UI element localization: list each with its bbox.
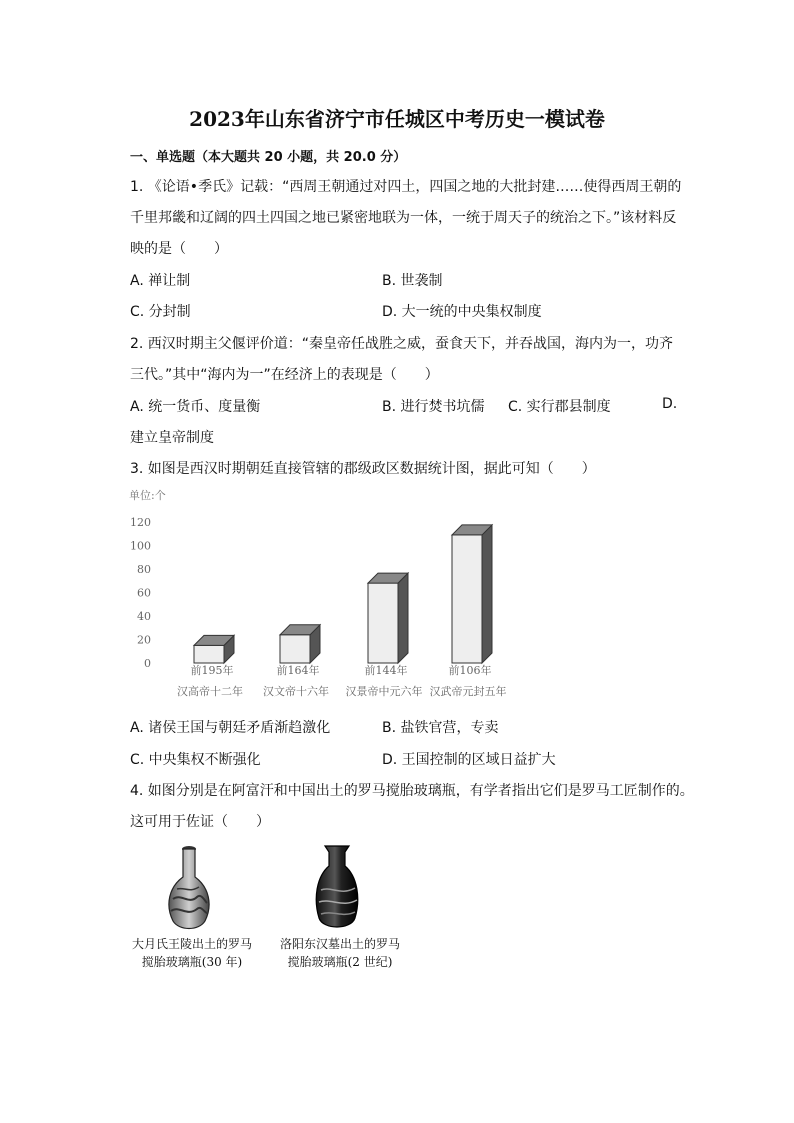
bar xyxy=(452,525,492,663)
x-category-label: 前106年 xyxy=(448,664,492,677)
q1-option-a[interactable]: A. 禅让制 xyxy=(130,273,191,289)
q2-line-1: 2. 西汉时期主父偃评价道：“秦皇帝任战胜之威，蚕食天下，并吞战国，海内为一，功齐 xyxy=(130,336,674,352)
x-category-label: 前164年 xyxy=(276,664,320,677)
x-axis-labels xyxy=(177,663,507,698)
bar-front xyxy=(452,535,482,663)
vase-caption-1-line-1: 大月氏王陵出土的罗马 xyxy=(131,937,252,951)
q2-option-b[interactable]: B. 进行焚书坑儒 xyxy=(382,399,485,415)
q1-option-d[interactable]: D. 大一统的中央集权制度 xyxy=(382,304,542,320)
q2-option-c[interactable]: C. 实行郡县制度 xyxy=(508,399,611,415)
bar-chart xyxy=(125,485,535,703)
q3-line-1: 3. 如图是西汉时期朝廷直接管辖的郡级政区数据统计图，据此可知（ ） xyxy=(130,461,596,477)
q2-line-2: 三代。”其中“海内为一”在经济上的表现是（ ） xyxy=(130,367,439,383)
q1-option-c[interactable]: C. 分封制 xyxy=(130,304,191,320)
x-category-label: 前195年 xyxy=(190,664,234,677)
bar xyxy=(368,573,408,663)
q1-line-3: 映的是（ ） xyxy=(130,241,228,257)
vase-caption-2-line-2: 搅胎玻璃瓶(2 世纪) xyxy=(287,955,393,969)
y-tick-label: 0 xyxy=(144,657,151,670)
exam-title: 2023年山东省济宁市任城区中考历史一模试卷 xyxy=(189,107,605,131)
q2-option-d-text[interactable]: 建立皇帝制度 xyxy=(130,430,214,446)
y-tick-label: 60 xyxy=(137,586,151,600)
q1-option-b[interactable]: B. 世袭制 xyxy=(382,273,443,289)
q4-line-1: 4. 如图分别是在阿富汗和中国出土的罗马搅胎玻璃瓶，有学者指出它们是罗马工匠制作的。 xyxy=(130,783,694,799)
bar-side xyxy=(482,525,492,663)
vase-caption-1-line-2: 搅胎玻璃瓶(30 年) xyxy=(141,955,243,969)
vase-caption-2-line-1: 洛阳东汉墓出土的罗马 xyxy=(279,937,400,951)
x-sub-label: 汉景帝中元六年 xyxy=(345,685,423,698)
bar xyxy=(194,635,234,663)
q2-option-a[interactable]: A. 统一货币、度量衡 xyxy=(130,399,261,415)
y-tick-label: 120 xyxy=(130,516,151,529)
glass-vase-afghanistan-image xyxy=(159,843,219,933)
glass-vase-luoyang-image xyxy=(307,842,367,934)
y-tick-label: 40 xyxy=(137,610,151,623)
x-sub-label: 汉文帝十六年 xyxy=(263,685,329,698)
q3-option-c[interactable]: C. 中央集权不断强化 xyxy=(130,752,261,768)
q1-line-2: 千里邦畿和辽阔的四土四国之地已紧密地联为一体，一统于周天子的统治之下。”该材料反 xyxy=(130,210,677,226)
vase-caption-2 xyxy=(275,935,405,971)
bar-front xyxy=(194,645,224,663)
q2-option-d[interactable]: D. xyxy=(662,396,678,412)
bar-side xyxy=(398,573,408,663)
x-sub-label: 汉高帝十二年 xyxy=(177,685,243,698)
chart-unit-label: 单位:个 xyxy=(129,489,166,502)
bar-front xyxy=(368,583,398,663)
q3-option-b[interactable]: B. 盐铁官营，专卖 xyxy=(382,720,499,736)
q3-option-d[interactable]: D. 王国控制的区域日益扩大 xyxy=(382,752,556,768)
y-tick-label: 100 xyxy=(130,539,151,553)
q1-line-1: 1. 《论语•季氏》记载：“西周王朝通过对四土，四国之地的大批封建……使得西周王朝的 xyxy=(130,179,682,195)
bar-series xyxy=(194,525,492,663)
section-heading: 一、单选题（本大题共 20 小题，共 20.0 分） xyxy=(130,150,407,165)
q3-option-a[interactable]: A. 诸侯王国与朝廷矛盾渐趋激化 xyxy=(130,720,331,736)
q4-line-2: 这可用于佐证（ ） xyxy=(130,814,270,830)
bar xyxy=(280,625,320,663)
vase-caption-1 xyxy=(128,935,256,971)
y-tick-label: 80 xyxy=(137,563,151,576)
x-sub-label: 汉武帝元封五年 xyxy=(429,685,507,698)
y-axis-ticks xyxy=(130,516,151,670)
y-tick-label: 20 xyxy=(137,633,151,647)
bar-front xyxy=(280,635,310,663)
x-category-label: 前144年 xyxy=(364,664,408,677)
